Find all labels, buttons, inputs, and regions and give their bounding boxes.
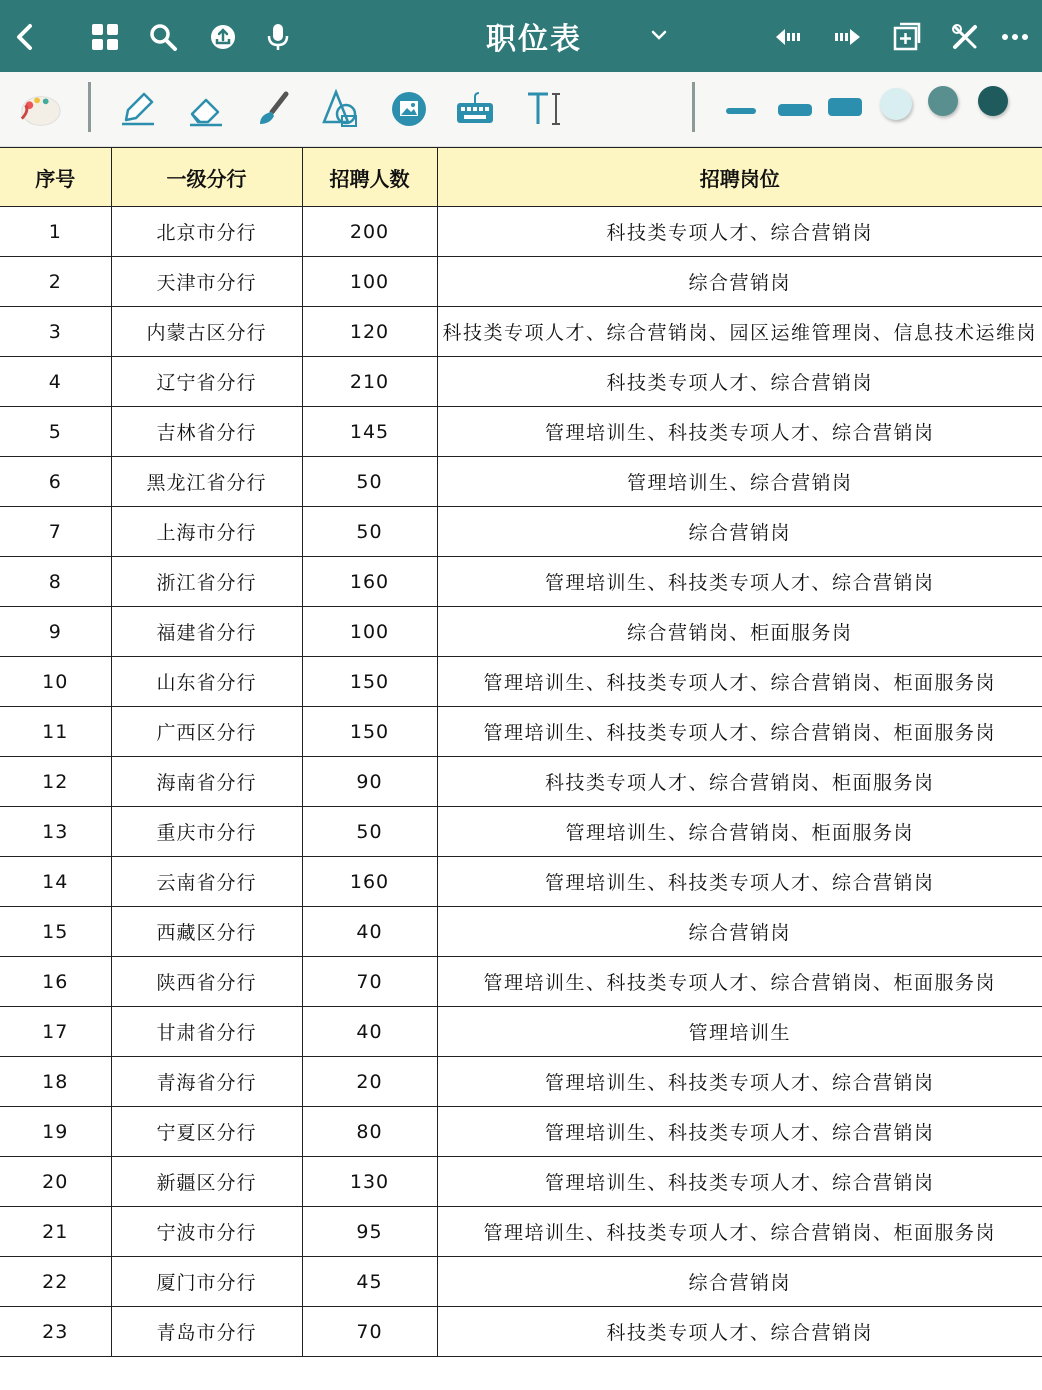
headcount-cell: 70 (302, 957, 437, 1007)
table-row (0, 707, 1042, 757)
table-row (0, 657, 1042, 707)
row-number-cell: 5 (0, 407, 111, 457)
positions-cell: 管理培训生、科技类专项人才、综合营销岗 (437, 857, 1042, 907)
header-cell: 招聘人数 (302, 148, 437, 207)
headcount-cell: 95 (302, 1207, 437, 1257)
positions-cell: 综合营销岗 (437, 507, 1042, 557)
more-icon[interactable] (998, 20, 1032, 54)
positions-cell: 管理培训生、科技类专项人才、综合营销岗 (437, 1107, 1042, 1157)
row-number-cell: 15 (0, 907, 111, 957)
image-icon[interactable] (386, 86, 432, 132)
stroke-width-thick[interactable] (828, 98, 862, 116)
drawing-toolbar (0, 72, 1042, 147)
share-icon[interactable] (206, 20, 240, 54)
branch-cell: 陕西省分行 (111, 957, 302, 1007)
branch-cell: 上海市分行 (111, 507, 302, 557)
color-swatch-dark[interactable] (978, 86, 1008, 116)
tools-icon[interactable] (948, 20, 982, 54)
table-row (0, 557, 1042, 607)
table-row (0, 1157, 1042, 1207)
table-row (0, 507, 1042, 557)
row-number-cell: 17 (0, 1007, 111, 1057)
eraser-icon[interactable] (182, 86, 228, 132)
row-number-cell: 3 (0, 307, 111, 357)
branch-cell: 黑龙江省分行 (111, 457, 302, 507)
positions-cell: 管理培训生、科技类专项人才、综合营销岗、柜面服务岗 (437, 707, 1042, 757)
positions-cell: 综合营销岗、柜面服务岗 (437, 607, 1042, 657)
branch-cell: 海南省分行 (111, 757, 302, 807)
row-number-cell: 14 (0, 857, 111, 907)
table-row (0, 957, 1042, 1007)
headcount-cell: 40 (302, 1007, 437, 1057)
branch-cell: 云南省分行 (111, 857, 302, 907)
branch-cell: 山东省分行 (111, 657, 302, 707)
stroke-width-medium[interactable] (778, 104, 812, 116)
branch-cell: 青海省分行 (111, 1057, 302, 1107)
redo-icon[interactable] (830, 20, 864, 54)
toolbar-divider (692, 82, 695, 132)
positions-cell: 管理培训生、综合营销岗、柜面服务岗 (437, 807, 1042, 857)
row-number-cell: 23 (0, 1307, 111, 1357)
search-icon[interactable] (146, 20, 180, 54)
positions-cell: 科技类专项人才、综合营销岗 (437, 357, 1042, 407)
table-header-row (0, 148, 1042, 207)
branch-cell: 广西区分行 (111, 707, 302, 757)
toolbar-divider (88, 82, 91, 132)
header-cell: 招聘岗位 (437, 148, 1042, 207)
color-swatch-light[interactable] (880, 88, 912, 120)
row-number-cell: 12 (0, 757, 111, 807)
headcount-cell: 145 (302, 407, 437, 457)
branch-cell: 重庆市分行 (111, 807, 302, 857)
row-number-cell: 20 (0, 1157, 111, 1207)
headcount-cell: 150 (302, 707, 437, 757)
table-row (0, 1057, 1042, 1107)
row-number-cell: 9 (0, 607, 111, 657)
row-number-cell: 1 (0, 207, 111, 257)
headcount-cell: 160 (302, 557, 437, 607)
headcount-cell: 70 (302, 1307, 437, 1357)
headcount-cell: 50 (302, 507, 437, 557)
positions-cell: 管理培训生、科技类专项人才、综合营销岗 (437, 1057, 1042, 1107)
row-number-cell: 7 (0, 507, 111, 557)
positions-cell: 科技类专项人才、综合营销岗 (437, 207, 1042, 257)
headcount-cell: 130 (302, 1157, 437, 1207)
headcount-cell: 160 (302, 857, 437, 907)
table-body (0, 207, 1042, 1357)
back-icon[interactable] (8, 20, 42, 54)
row-number-cell: 16 (0, 957, 111, 1007)
positions-cell: 综合营销岗 (437, 1257, 1042, 1307)
table-row (0, 357, 1042, 407)
mic-icon[interactable] (261, 20, 295, 54)
branch-cell: 宁夏区分行 (111, 1107, 302, 1157)
headcount-cell: 210 (302, 357, 437, 407)
row-number-cell: 2 (0, 257, 111, 307)
header-cell: 一级分行 (111, 148, 302, 207)
headcount-cell: 120 (302, 307, 437, 357)
positions-cell: 综合营销岗 (437, 257, 1042, 307)
row-number-cell: 18 (0, 1057, 111, 1107)
table-row (0, 307, 1042, 357)
row-number-cell: 10 (0, 657, 111, 707)
row-number-cell: 22 (0, 1257, 111, 1307)
table-row (0, 1257, 1042, 1307)
dropdown-icon[interactable] (648, 24, 670, 50)
brush-icon[interactable] (250, 86, 296, 132)
table-row (0, 407, 1042, 457)
table-row (0, 1007, 1042, 1057)
pen-icon[interactable] (114, 86, 160, 132)
positions-cell: 管理培训生、科技类专项人才、综合营销岗、柜面服务岗 (437, 957, 1042, 1007)
row-number-cell: 8 (0, 557, 111, 607)
branch-cell: 北京市分行 (111, 207, 302, 257)
keyboard-icon[interactable] (452, 86, 498, 132)
row-number-cell: 19 (0, 1107, 111, 1157)
branch-cell: 内蒙古区分行 (111, 307, 302, 357)
table-row (0, 257, 1042, 307)
positions-cell: 科技类专项人才、综合营销岗、园区运维管理岗、信息技术运维岗 (437, 307, 1042, 357)
branch-cell: 厦门市分行 (111, 1257, 302, 1307)
undo-icon[interactable] (772, 20, 806, 54)
branch-cell: 甘肃省分行 (111, 1007, 302, 1057)
headcount-cell: 40 (302, 907, 437, 957)
branch-cell: 吉林省分行 (111, 407, 302, 457)
positions-cell: 管理培训生、科技类专项人才、综合营销岗、柜面服务岗 (437, 1207, 1042, 1257)
stroke-width-thin[interactable] (726, 108, 756, 114)
headcount-cell: 50 (302, 807, 437, 857)
headcount-cell: 45 (302, 1257, 437, 1307)
table-row (0, 857, 1042, 907)
headcount-cell: 200 (302, 207, 437, 257)
table-row (0, 457, 1042, 507)
top-app-bar (0, 0, 1042, 72)
headcount-cell: 100 (302, 607, 437, 657)
header-cell: 序号 (0, 148, 111, 207)
positions-cell: 科技类专项人才、综合营销岗、柜面服务岗 (437, 757, 1042, 807)
positions-cell: 管理培训生、科技类专项人才、综合营销岗 (437, 557, 1042, 607)
branch-cell: 辽宁省分行 (111, 357, 302, 407)
branch-cell: 西藏区分行 (111, 907, 302, 957)
positions-cell: 管理培训生、综合营销岗 (437, 457, 1042, 507)
positions-cell: 科技类专项人才、综合营销岗 (437, 1307, 1042, 1357)
page-title: 职位表 (486, 22, 582, 57)
table-row (0, 757, 1042, 807)
positions-cell: 管理培训生、科技类专项人才、综合营销岗、柜面服务岗 (437, 657, 1042, 707)
headcount-cell: 90 (302, 757, 437, 807)
table-row (0, 1307, 1042, 1357)
table-row (0, 1107, 1042, 1157)
add-page-icon[interactable] (889, 20, 923, 54)
shapes-icon[interactable] (318, 86, 364, 132)
recruitment-table (0, 147, 1042, 1357)
positions-cell: 管理培训生 (437, 1007, 1042, 1057)
color-swatch-medium[interactable] (928, 86, 958, 116)
text-icon[interactable] (520, 86, 566, 132)
row-number-cell: 6 (0, 457, 111, 507)
branch-cell: 宁波市分行 (111, 1207, 302, 1257)
branch-cell: 浙江省分行 (111, 557, 302, 607)
grid-icon[interactable] (88, 20, 122, 54)
table-row (0, 607, 1042, 657)
table-row (0, 207, 1042, 257)
headcount-cell: 150 (302, 657, 437, 707)
branch-cell: 福建省分行 (111, 607, 302, 657)
palette-icon[interactable] (16, 86, 62, 132)
branch-cell: 青岛市分行 (111, 1307, 302, 1357)
branch-cell: 天津市分行 (111, 257, 302, 307)
row-number-cell: 21 (0, 1207, 111, 1257)
table-row (0, 1207, 1042, 1257)
positions-cell: 管理培训生、科技类专项人才、综合营销岗 (437, 407, 1042, 457)
table-row (0, 807, 1042, 857)
positions-cell: 管理培训生、科技类专项人才、综合营销岗 (437, 1157, 1042, 1207)
branch-cell: 新疆区分行 (111, 1157, 302, 1207)
headcount-cell: 20 (302, 1057, 437, 1107)
row-number-cell: 11 (0, 707, 111, 757)
headcount-cell: 100 (302, 257, 437, 307)
row-number-cell: 13 (0, 807, 111, 857)
headcount-cell: 80 (302, 1107, 437, 1157)
headcount-cell: 50 (302, 457, 437, 507)
positions-cell: 综合营销岗 (437, 907, 1042, 957)
row-number-cell: 4 (0, 357, 111, 407)
table-row (0, 907, 1042, 957)
